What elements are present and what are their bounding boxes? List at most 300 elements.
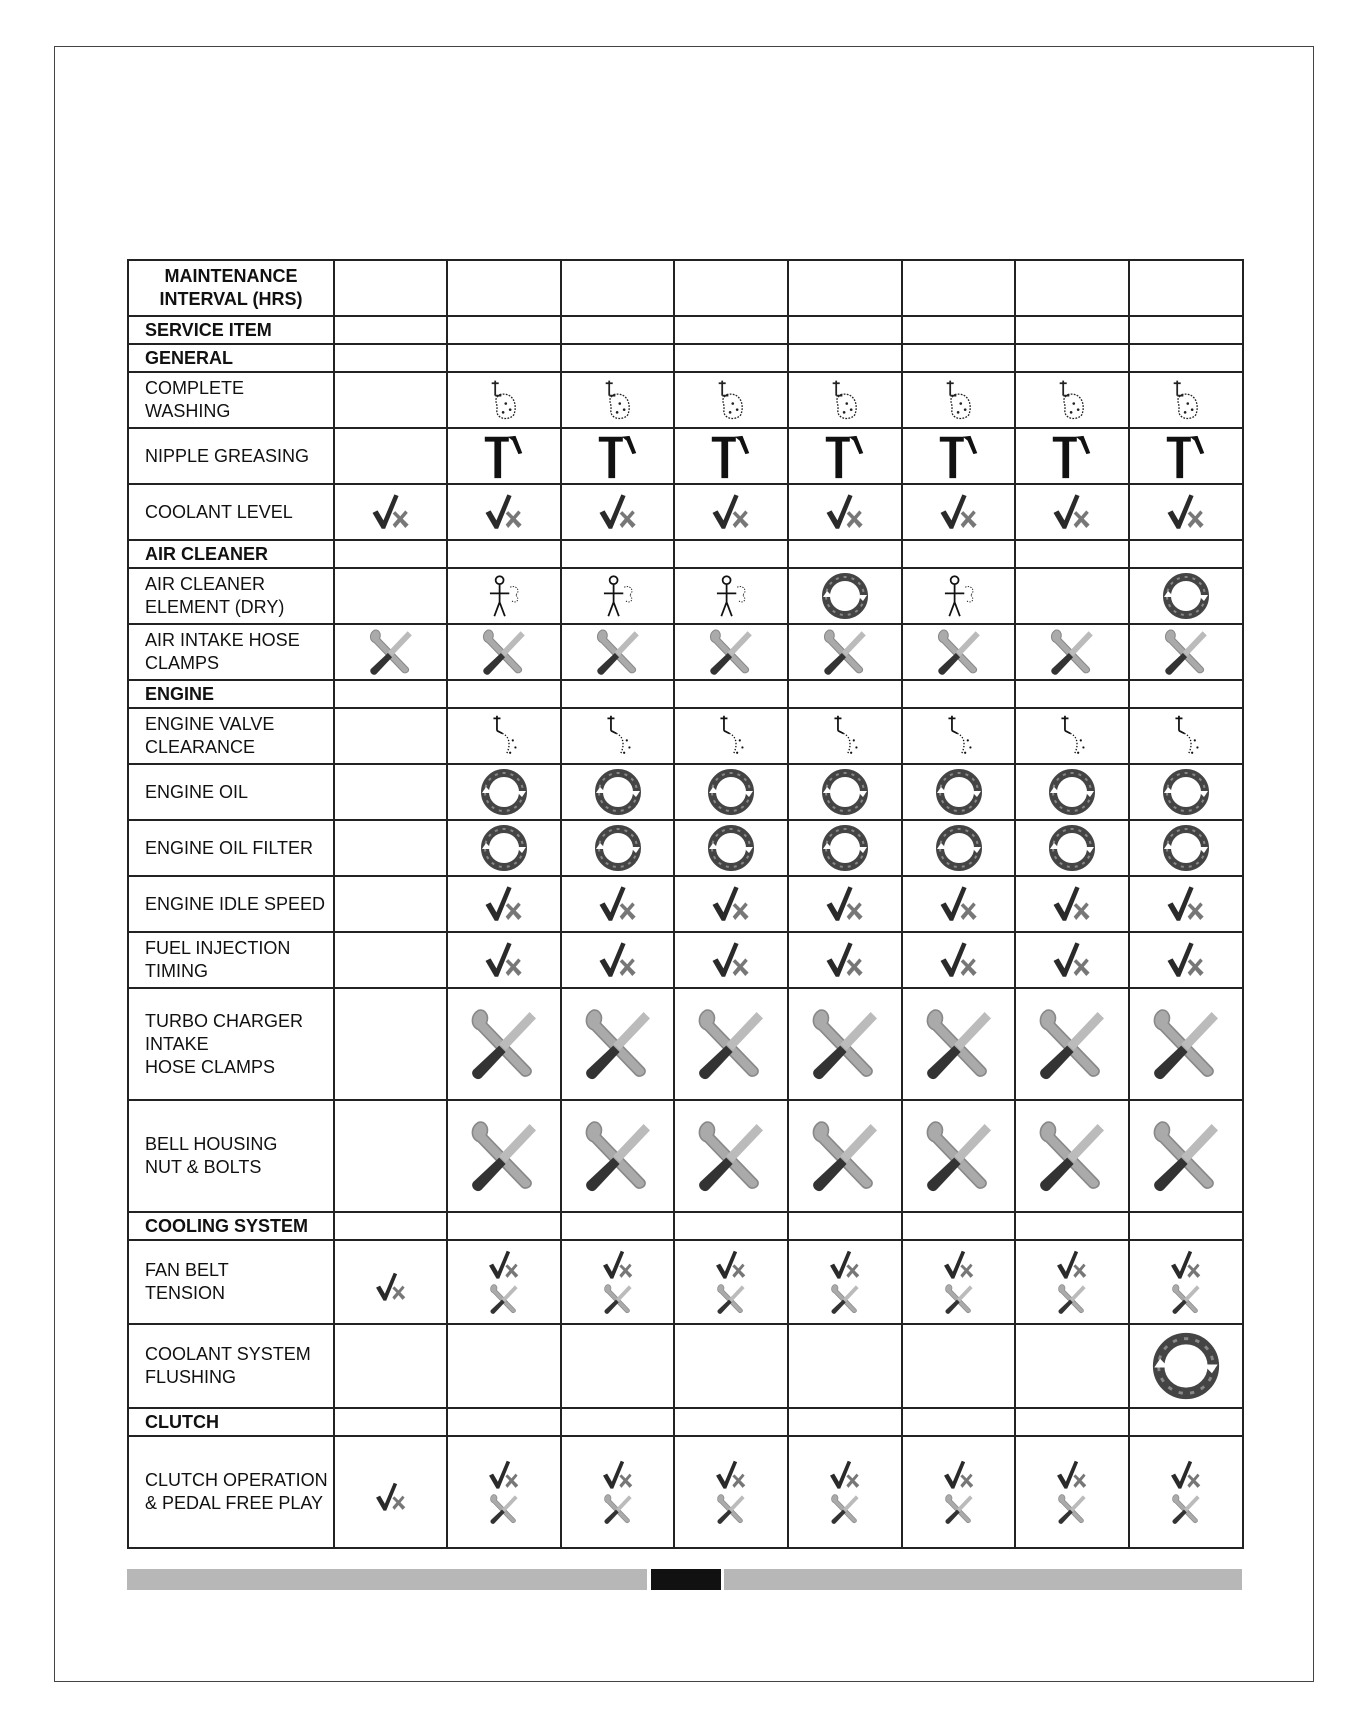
schedule-cell-icons bbox=[903, 712, 1014, 760]
service-item-row bbox=[128, 1100, 1243, 1212]
schedule-cell bbox=[1015, 428, 1129, 484]
schedule-cell bbox=[674, 1240, 788, 1324]
schedule-cell-icons bbox=[562, 883, 673, 925]
check-inspect-icon bbox=[589, 883, 647, 925]
wrench-screwdriver-icon bbox=[919, 1004, 999, 1084]
schedule-cell-icons bbox=[448, 712, 560, 760]
replace-cycle-icon bbox=[820, 767, 870, 817]
schedule-cell-icons bbox=[562, 767, 673, 817]
service-item-row bbox=[128, 1240, 1243, 1324]
schedule-cell bbox=[674, 764, 788, 820]
schedule-cell bbox=[334, 1100, 447, 1212]
schedule-cell bbox=[447, 876, 561, 932]
wrench-screwdriver-icon bbox=[578, 1004, 658, 1084]
schedule-cell bbox=[561, 1324, 674, 1408]
service-item-label: NIPPLE GREASING bbox=[128, 428, 334, 484]
schedule-cell-icons bbox=[675, 626, 787, 678]
schedule-cell-icons bbox=[448, 626, 560, 678]
schedule-cell-icons bbox=[448, 376, 560, 424]
section-label: AIR CLEANER bbox=[128, 540, 334, 568]
schedule-cell bbox=[334, 820, 447, 876]
schedule-cell-icons bbox=[903, 1004, 1014, 1084]
schedule-cell-icons bbox=[789, 491, 901, 533]
schedule-cell bbox=[674, 988, 788, 1100]
check-inspect-icon bbox=[1043, 491, 1101, 533]
grease-gun-icon bbox=[478, 432, 530, 480]
schedule-cell bbox=[674, 708, 788, 764]
check-inspect-icon bbox=[816, 883, 874, 925]
wrench-screwdriver-icon bbox=[475, 626, 533, 678]
interval-column-header bbox=[902, 260, 1015, 316]
schedule-cell-icons bbox=[1016, 1004, 1128, 1084]
schedule-cell bbox=[447, 624, 561, 680]
schedule-cell bbox=[561, 1100, 674, 1212]
schedule-cell bbox=[674, 428, 788, 484]
check-inspect-icon bbox=[475, 883, 533, 925]
schedule-cell-icons bbox=[562, 823, 673, 873]
schedule-cell-icons bbox=[1130, 491, 1242, 533]
schedule-cell bbox=[788, 1100, 902, 1212]
service-item-row bbox=[128, 372, 1243, 428]
schedule-cell bbox=[674, 932, 788, 988]
schedule-cell bbox=[788, 932, 902, 988]
schedule-cell bbox=[1129, 1408, 1243, 1436]
schedule-cell bbox=[561, 876, 674, 932]
schedule-cell bbox=[334, 876, 447, 932]
schedule-cell-icons bbox=[1130, 432, 1242, 480]
replace-cycle-icon bbox=[1047, 767, 1097, 817]
service-item-row bbox=[128, 820, 1243, 876]
wrench-screwdriver-icon bbox=[1146, 1116, 1226, 1196]
schedule-cell-icons bbox=[675, 1248, 787, 1316]
schedule-cell bbox=[674, 820, 788, 876]
schedule-cell-icons bbox=[903, 1458, 1014, 1526]
replace-cycle-icon bbox=[593, 767, 643, 817]
valve-adjust-icon bbox=[937, 712, 981, 760]
schedule-cell-icons bbox=[562, 626, 673, 678]
check-inspect-icon bbox=[481, 1248, 527, 1282]
replace-cycle-icon bbox=[934, 767, 984, 817]
interval-column-header bbox=[1015, 260, 1129, 316]
schedule-cell-icons bbox=[675, 712, 787, 760]
schedule-cell bbox=[1015, 876, 1129, 932]
schedule-cell bbox=[788, 344, 902, 372]
schedule-cell bbox=[1129, 1324, 1243, 1408]
check-inspect-icon bbox=[1157, 883, 1215, 925]
wrench-screwdriver-icon bbox=[595, 1282, 641, 1316]
wrench-screwdriver-icon bbox=[691, 1004, 771, 1084]
schedule-cell bbox=[902, 764, 1015, 820]
schedule-cell bbox=[561, 932, 674, 988]
schedule-cell-icons bbox=[1016, 767, 1128, 817]
grease-gun-icon bbox=[1160, 432, 1212, 480]
schedule-cell-icons bbox=[675, 491, 787, 533]
schedule-cell bbox=[674, 1324, 788, 1408]
schedule-cell bbox=[674, 680, 788, 708]
washing-icon bbox=[1164, 376, 1208, 424]
schedule-cell-icons bbox=[448, 823, 560, 873]
clean-person-icon bbox=[937, 572, 981, 620]
schedule-cell bbox=[1015, 1436, 1129, 1548]
clean-person-icon bbox=[596, 572, 640, 620]
check-inspect-icon bbox=[822, 1248, 868, 1282]
section-header-row bbox=[128, 344, 1243, 372]
schedule-cell bbox=[902, 876, 1015, 932]
washing-icon bbox=[596, 376, 640, 424]
schedule-cell bbox=[788, 708, 902, 764]
valve-adjust-icon bbox=[823, 712, 867, 760]
schedule-cell bbox=[447, 1436, 561, 1548]
schedule-cell bbox=[561, 344, 674, 372]
schedule-cell bbox=[447, 540, 561, 568]
schedule-cell-icons bbox=[1016, 1458, 1128, 1526]
schedule-cell bbox=[561, 764, 674, 820]
schedule-cell bbox=[1129, 1212, 1243, 1240]
wrench-screwdriver-icon bbox=[702, 626, 760, 678]
schedule-cell-icons bbox=[448, 767, 560, 817]
check-inspect-icon bbox=[708, 1458, 754, 1492]
schedule-cell bbox=[561, 568, 674, 624]
schedule-cell bbox=[561, 540, 674, 568]
service-item-label: CLUTCH OPERATION & PEDAL FREE PLAY bbox=[128, 1436, 334, 1548]
check-inspect-icon bbox=[362, 491, 420, 533]
schedule-cell bbox=[1015, 988, 1129, 1100]
clean-person-icon bbox=[482, 572, 526, 620]
schedule-cell bbox=[447, 1100, 561, 1212]
schedule-cell bbox=[788, 372, 902, 428]
schedule-cell-icons bbox=[1016, 823, 1128, 873]
service-item-label: FUEL INJECTION TIMING bbox=[128, 932, 334, 988]
schedule-cell-icons bbox=[1130, 1248, 1242, 1316]
schedule-cell-icons bbox=[1016, 626, 1128, 678]
schedule-cell bbox=[334, 484, 447, 540]
service-item-row bbox=[128, 624, 1243, 680]
schedule-cell bbox=[1015, 764, 1129, 820]
schedule-cell-icons bbox=[562, 432, 673, 480]
schedule-cell-icons bbox=[1016, 1248, 1128, 1316]
schedule-cell-icons bbox=[1130, 823, 1242, 873]
wrench-screwdriver-icon bbox=[930, 626, 988, 678]
schedule-cell bbox=[447, 1240, 561, 1324]
schedule-cell-icons bbox=[562, 1004, 673, 1084]
schedule-cell bbox=[1015, 680, 1129, 708]
schedule-cell bbox=[447, 1212, 561, 1240]
wrench-screwdriver-icon bbox=[1043, 626, 1101, 678]
schedule-cell-icons bbox=[903, 883, 1014, 925]
schedule-cell bbox=[1015, 372, 1129, 428]
schedule-cell-icons bbox=[562, 1458, 673, 1526]
service-item-label: TURBO CHARGER INTAKE HOSE CLAMPS bbox=[128, 988, 334, 1100]
maintenance-schedule-table bbox=[127, 259, 1244, 1549]
schedule-cell bbox=[561, 988, 674, 1100]
valve-adjust-icon bbox=[482, 712, 526, 760]
schedule-cell bbox=[334, 1240, 447, 1324]
schedule-cell-icons bbox=[562, 572, 673, 620]
check-inspect-icon bbox=[1163, 1248, 1209, 1282]
schedule-cell bbox=[1015, 344, 1129, 372]
wrench-screwdriver-icon bbox=[481, 1282, 527, 1316]
schedule-cell bbox=[334, 372, 447, 428]
schedule-cell-icons bbox=[1130, 712, 1242, 760]
schedule-cell-icons bbox=[335, 1260, 446, 1304]
service-item-label: ENGINE VALVE CLEARANCE bbox=[128, 708, 334, 764]
schedule-cell-icons bbox=[1130, 1330, 1242, 1402]
replace-cycle-icon bbox=[934, 823, 984, 873]
service-item-label: ENGINE OIL bbox=[128, 764, 334, 820]
check-inspect-icon bbox=[589, 491, 647, 533]
schedule-cell bbox=[674, 876, 788, 932]
schedule-cell-icons bbox=[789, 1248, 901, 1316]
schedule-cell bbox=[1129, 820, 1243, 876]
schedule-cell-icons bbox=[903, 376, 1014, 424]
schedule-cell-icons bbox=[448, 572, 560, 620]
schedule-cell bbox=[1015, 1240, 1129, 1324]
washing-icon bbox=[482, 376, 526, 424]
wrench-screwdriver-icon bbox=[936, 1282, 982, 1316]
check-inspect-icon bbox=[702, 883, 760, 925]
service-item-row bbox=[128, 932, 1243, 988]
replace-cycle-icon bbox=[706, 823, 756, 873]
schedule-cell-icons bbox=[448, 939, 560, 981]
schedule-cell bbox=[561, 1212, 674, 1240]
service-item-row bbox=[128, 988, 1243, 1100]
schedule-cell-icons bbox=[448, 1458, 560, 1526]
wrench-screwdriver-icon bbox=[1032, 1004, 1112, 1084]
check-inspect-icon bbox=[822, 1458, 868, 1492]
schedule-cell bbox=[902, 624, 1015, 680]
schedule-cell bbox=[334, 932, 447, 988]
schedule-cell-icons bbox=[448, 1004, 560, 1084]
schedule-cell bbox=[334, 1436, 447, 1548]
wrench-screwdriver-icon bbox=[578, 1116, 658, 1196]
schedule-cell bbox=[1129, 540, 1243, 568]
schedule-cell bbox=[788, 1408, 902, 1436]
service-item-row bbox=[128, 876, 1243, 932]
replace-cycle-icon bbox=[479, 823, 529, 873]
replace-cycle-icon bbox=[820, 571, 870, 621]
schedule-cell-icons bbox=[903, 767, 1014, 817]
schedule-cell bbox=[902, 344, 1015, 372]
schedule-cell bbox=[902, 540, 1015, 568]
schedule-cell-icons bbox=[562, 1248, 673, 1316]
schedule-cell bbox=[1015, 568, 1129, 624]
service-item-label: COOLANT LEVEL bbox=[128, 484, 334, 540]
schedule-cell bbox=[1129, 1100, 1243, 1212]
valve-adjust-icon bbox=[596, 712, 640, 760]
schedule-cell bbox=[447, 568, 561, 624]
schedule-cell-icons bbox=[335, 626, 446, 678]
schedule-cell-icons bbox=[335, 491, 446, 533]
schedule-cell-icons bbox=[675, 1458, 787, 1526]
schedule-cell-icons bbox=[789, 376, 901, 424]
wrench-screwdriver-icon bbox=[816, 626, 874, 678]
schedule-cell bbox=[447, 316, 561, 344]
schedule-cell bbox=[447, 344, 561, 372]
service-item-label: COMPLETE WASHING bbox=[128, 372, 334, 428]
schedule-cell bbox=[674, 316, 788, 344]
schedule-cell-icons bbox=[1130, 1458, 1242, 1526]
wrench-screwdriver-icon bbox=[708, 1282, 754, 1316]
schedule-cell bbox=[1129, 680, 1243, 708]
check-inspect-icon bbox=[481, 1458, 527, 1492]
check-inspect-icon bbox=[1049, 1248, 1095, 1282]
wrench-screwdriver-icon bbox=[805, 1116, 885, 1196]
service-item-label: COOLANT SYSTEM FLUSHING bbox=[128, 1324, 334, 1408]
check-inspect-icon bbox=[936, 1458, 982, 1492]
schedule-cell bbox=[334, 568, 447, 624]
schedule-cell bbox=[788, 1324, 902, 1408]
schedule-cell-icons bbox=[1016, 491, 1128, 533]
replace-cycle-icon bbox=[1047, 823, 1097, 873]
schedule-cell bbox=[1129, 484, 1243, 540]
check-inspect-icon bbox=[930, 491, 988, 533]
wrench-screwdriver-icon bbox=[691, 1116, 771, 1196]
schedule-cell-icons bbox=[789, 883, 901, 925]
interval-column-header bbox=[447, 260, 561, 316]
schedule-cell bbox=[1129, 932, 1243, 988]
footer-bar-right bbox=[724, 1569, 1242, 1590]
valve-adjust-icon bbox=[1050, 712, 1094, 760]
schedule-cell bbox=[788, 1436, 902, 1548]
wrench-screwdriver-icon bbox=[589, 626, 647, 678]
schedule-cell bbox=[674, 1436, 788, 1548]
schedule-cell bbox=[447, 988, 561, 1100]
replace-cycle-icon bbox=[1161, 571, 1211, 621]
service-item-row bbox=[128, 428, 1243, 484]
schedule-cell-icons bbox=[448, 1248, 560, 1316]
schedule-cell-icons bbox=[675, 432, 787, 480]
schedule-cell bbox=[561, 680, 674, 708]
schedule-cell-icons bbox=[448, 491, 560, 533]
schedule-cell-icons bbox=[675, 1116, 787, 1196]
schedule-cell-icons bbox=[1016, 376, 1128, 424]
check-inspect-icon bbox=[1163, 1458, 1209, 1492]
grease-gun-icon bbox=[819, 432, 871, 480]
schedule-cell-icons bbox=[448, 883, 560, 925]
grease-gun-icon bbox=[592, 432, 644, 480]
schedule-cell bbox=[334, 316, 447, 344]
replace-cycle-icon bbox=[479, 767, 529, 817]
section-label: SERVICE ITEM bbox=[128, 316, 334, 344]
service-item-row bbox=[128, 764, 1243, 820]
section-label: CLUTCH bbox=[128, 1408, 334, 1436]
schedule-cell bbox=[788, 428, 902, 484]
schedule-cell-icons bbox=[675, 767, 787, 817]
wrench-screwdriver-icon bbox=[1163, 1492, 1209, 1526]
section-header-row bbox=[128, 1212, 1243, 1240]
schedule-cell-icons bbox=[1016, 712, 1128, 760]
interval-column-header bbox=[334, 260, 447, 316]
washing-icon bbox=[823, 376, 867, 424]
wrench-screwdriver-icon bbox=[464, 1116, 544, 1196]
schedule-cell bbox=[447, 484, 561, 540]
service-item-label: AIR CLEANER ELEMENT (DRY) bbox=[128, 568, 334, 624]
grease-gun-icon bbox=[1046, 432, 1098, 480]
washing-icon bbox=[1050, 376, 1094, 424]
schedule-cell-icons bbox=[675, 376, 787, 424]
check-inspect-icon bbox=[930, 883, 988, 925]
schedule-cell-icons bbox=[789, 1004, 901, 1084]
check-inspect-icon bbox=[475, 939, 533, 981]
wrench-screwdriver-icon bbox=[1049, 1492, 1095, 1526]
schedule-cell bbox=[334, 1324, 447, 1408]
schedule-cell bbox=[334, 1212, 447, 1240]
schedule-cell bbox=[902, 932, 1015, 988]
check-inspect-icon bbox=[936, 1248, 982, 1282]
wrench-screwdriver-icon bbox=[595, 1492, 641, 1526]
schedule-cell bbox=[334, 624, 447, 680]
interval-column-header bbox=[674, 260, 788, 316]
schedule-cell bbox=[902, 1100, 1015, 1212]
schedule-cell bbox=[1129, 1240, 1243, 1324]
check-inspect-icon bbox=[595, 1248, 641, 1282]
wrench-screwdriver-icon bbox=[1163, 1282, 1209, 1316]
schedule-cell bbox=[561, 820, 674, 876]
schedule-cell bbox=[1129, 708, 1243, 764]
schedule-cell bbox=[1015, 316, 1129, 344]
schedule-cell bbox=[334, 428, 447, 484]
schedule-cell-icons bbox=[675, 823, 787, 873]
schedule-cell-icons bbox=[562, 939, 673, 981]
wrench-screwdriver-icon bbox=[822, 1492, 868, 1526]
schedule-cell bbox=[447, 680, 561, 708]
check-inspect-icon bbox=[368, 1270, 414, 1304]
schedule-cell-icons bbox=[448, 432, 560, 480]
schedule-cell bbox=[674, 1100, 788, 1212]
schedule-cell bbox=[447, 428, 561, 484]
wrench-screwdriver-icon bbox=[1146, 1004, 1226, 1084]
schedule-cell bbox=[788, 680, 902, 708]
schedule-cell bbox=[674, 1408, 788, 1436]
schedule-cell bbox=[674, 344, 788, 372]
schedule-cell bbox=[1015, 1100, 1129, 1212]
schedule-cell bbox=[1129, 988, 1243, 1100]
schedule-cell bbox=[1015, 540, 1129, 568]
schedule-cell-icons bbox=[789, 571, 901, 621]
schedule-cell bbox=[902, 820, 1015, 876]
schedule-cell bbox=[334, 680, 447, 708]
washing-icon bbox=[937, 376, 981, 424]
section-header-row bbox=[128, 316, 1243, 344]
check-inspect-icon bbox=[708, 1248, 754, 1282]
schedule-cell bbox=[561, 708, 674, 764]
schedule-cell bbox=[788, 316, 902, 344]
schedule-cell-icons bbox=[789, 432, 901, 480]
schedule-cell bbox=[902, 484, 1015, 540]
valve-adjust-icon bbox=[709, 712, 753, 760]
service-item-label: FAN BELT TENSION bbox=[128, 1240, 334, 1324]
schedule-cell bbox=[1129, 764, 1243, 820]
schedule-cell bbox=[561, 484, 674, 540]
schedule-cell bbox=[447, 820, 561, 876]
schedule-cell bbox=[334, 988, 447, 1100]
schedule-cell-icons bbox=[1130, 939, 1242, 981]
wrench-screwdriver-icon bbox=[919, 1116, 999, 1196]
schedule-cell-icons bbox=[903, 823, 1014, 873]
wrench-screwdriver-icon bbox=[464, 1004, 544, 1084]
schedule-cell bbox=[334, 764, 447, 820]
service-item-row bbox=[128, 484, 1243, 540]
check-inspect-icon bbox=[1043, 883, 1101, 925]
schedule-cell-icons bbox=[789, 823, 901, 873]
section-header-row bbox=[128, 540, 1243, 568]
check-inspect-icon bbox=[930, 939, 988, 981]
interval-header-row bbox=[128, 260, 1243, 316]
service-item-label: ENGINE OIL FILTER bbox=[128, 820, 334, 876]
schedule-cell-icons bbox=[903, 572, 1014, 620]
schedule-cell bbox=[561, 1436, 674, 1548]
check-inspect-icon bbox=[702, 491, 760, 533]
